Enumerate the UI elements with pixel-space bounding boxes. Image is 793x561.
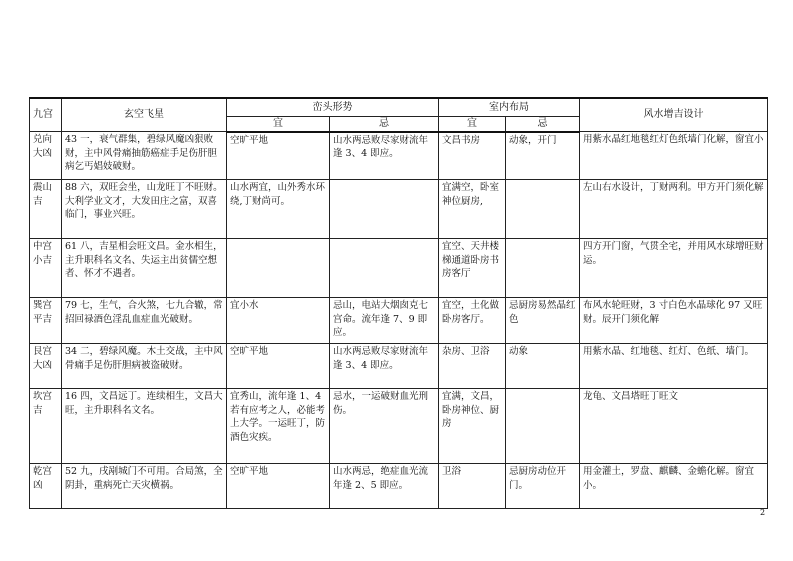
table-row <box>30 239 768 298</box>
palace-cell: 乾宫凶 <box>30 464 62 509</box>
layout-yi-cell: 宜满，文昌，卧房神位、厨房 <box>439 389 506 464</box>
layout-ji-cell: 忌厨房易然晶红色 <box>506 298 580 344</box>
flying-star-cell: 52 九，戌剐城门不可用。合局煞，全阴卦，重病死亡天灾横祸。 <box>62 464 227 509</box>
enhance-cell: 用金灌土，罗盘、麒麟、金蟾化解。窗宜小。 <box>580 464 768 509</box>
flying-star-cell: 34 二，碧绿风魔。木土交战，主中风骨痛手足伤肝胆病被盗破财。 <box>62 344 227 389</box>
palace-cell: 兑向大凶 <box>30 132 62 180</box>
terrain-ji-cell <box>330 180 439 239</box>
header-layout-yi: 宜 <box>439 117 506 132</box>
enhance-cell: 布风水轮旺财，3 寸白色水晶球化 97 又旺财。辰开门须化解 <box>580 298 768 344</box>
layout-yi-cell: 文昌书房 <box>439 132 506 180</box>
table-row <box>30 298 768 344</box>
enhance-cell: 四方开门窗，气贯全宅，并用风水球增旺财运。 <box>580 239 768 298</box>
header-layout-ji: 忌 <box>506 117 580 132</box>
header-flying-star: 玄空飞星 <box>62 98 227 132</box>
header-layout: 室内布局 <box>439 98 580 117</box>
table-row <box>30 132 768 180</box>
enhance-cell: 用紫水晶、红地毯、红灯、色纸、墙门。 <box>580 344 768 389</box>
layout-ji-cell: 动象，开门 <box>506 132 580 180</box>
header-terrain: 峦头形势 <box>227 98 439 117</box>
layout-yi-cell: 卫浴 <box>439 464 506 509</box>
layout-ji-cell <box>506 389 580 464</box>
palace-cell: 震山吉 <box>30 180 62 239</box>
flying-star-cell: 16 四，文昌远丁。连续相生，文昌大旺，主升职科名文名。 <box>62 389 227 464</box>
layout-yi-cell: 宜满空，卧室神位厨房, <box>439 180 506 239</box>
palace-cell: 艮宫大凶 <box>30 344 62 389</box>
terrain-ji-cell: 山水两忌，绝症血光流年逢 2、5 即应。 <box>330 464 439 509</box>
enhance-cell: 龙龟、文昌塔旺丁旺文 <box>580 389 768 464</box>
header-enhance: 风水增吉设计 <box>580 98 768 132</box>
flying-star-cell: 61 八，吉星相会旺文昌。金水相生，主升职科名文名、失运主出贫儒空想者、怀才不遇者。 <box>62 239 227 298</box>
table-row <box>30 180 768 239</box>
terrain-ji-cell: 忌水，一运破财血光刑伤。 <box>330 389 439 464</box>
palace-cell: 中宫小吉 <box>30 239 62 298</box>
feng-shui-table <box>29 97 768 509</box>
layout-yi-cell: 宜空、天井楼梯通道卧房书房客厅 <box>439 239 506 298</box>
terrain-yi-cell: 空旷平地 <box>227 464 330 509</box>
table-row <box>30 344 768 389</box>
palace-cell: 巽宫平吉 <box>30 298 62 344</box>
enhance-cell: 左山右水设计，丁财两利。甲方开门须化解 <box>580 180 768 239</box>
flying-star-cell: 79 七，生气，合火煞，七九合辙，常招回禄酒色淫乱血症血光破财。 <box>62 298 227 344</box>
layout-ji-cell <box>506 239 580 298</box>
terrain-yi-cell: 宜小水 <box>227 298 330 344</box>
header-terrain-ji: 忌 <box>330 117 439 132</box>
terrain-yi-cell: 山水两宜，山外秀水环绕,丁财尚可。 <box>227 180 330 239</box>
terrain-ji-cell: 忌山，电站大烟囱克七宫命。流年逢 7、9 即应。 <box>330 298 439 344</box>
layout-ji-cell: 忌厨房动位开门。 <box>506 464 580 509</box>
terrain-yi-cell: 空旷平地 <box>227 132 330 180</box>
terrain-yi-cell: 宜秀山，流年逢 1、4 若有应考之人，必能考上大学。一运旺丁，防酒色灾疾。 <box>227 389 330 464</box>
table-row <box>30 389 768 464</box>
enhance-cell: 用紫水晶红地毯红灯色纸墙门化解，窗宜小 <box>580 132 768 180</box>
terrain-ji-cell: 山水两忌败尽家财流年逢 3、4 即应。 <box>330 132 439 180</box>
layout-ji-cell: 动象 <box>506 344 580 389</box>
layout-ji-cell <box>506 180 580 239</box>
flying-star-cell: 43 一，衰气群集，碧绿风魔凶狠败财，主中风骨痛抽筋癌症手足伤肝胆病乞丐娼妓破财。 <box>62 132 227 180</box>
header-row <box>30 98 768 117</box>
page-number: 2 <box>760 508 766 517</box>
terrain-yi-cell: 空旷平地 <box>227 344 330 389</box>
terrain-ji-cell <box>330 239 439 298</box>
terrain-ji-cell: 山水两忌败尽家财流年逢 3、4 即应。 <box>330 344 439 389</box>
flying-star-cell: 88 六，双旺会坐，山龙旺丁不旺财。大利学业文才，大发田庄之富，双喜临门，事业兴旺。 <box>62 180 227 239</box>
palace-cell: 坎宫吉 <box>30 389 62 464</box>
header-terrain-yi: 宜 <box>227 117 330 132</box>
terrain-yi-cell <box>227 239 330 298</box>
layout-yi-cell: 杂房、卫浴 <box>439 344 506 389</box>
table-row <box>30 464 768 509</box>
header-palace: 九宫 <box>30 98 62 132</box>
layout-yi-cell: 宜空，土化做卧房客厅。 <box>439 298 506 344</box>
